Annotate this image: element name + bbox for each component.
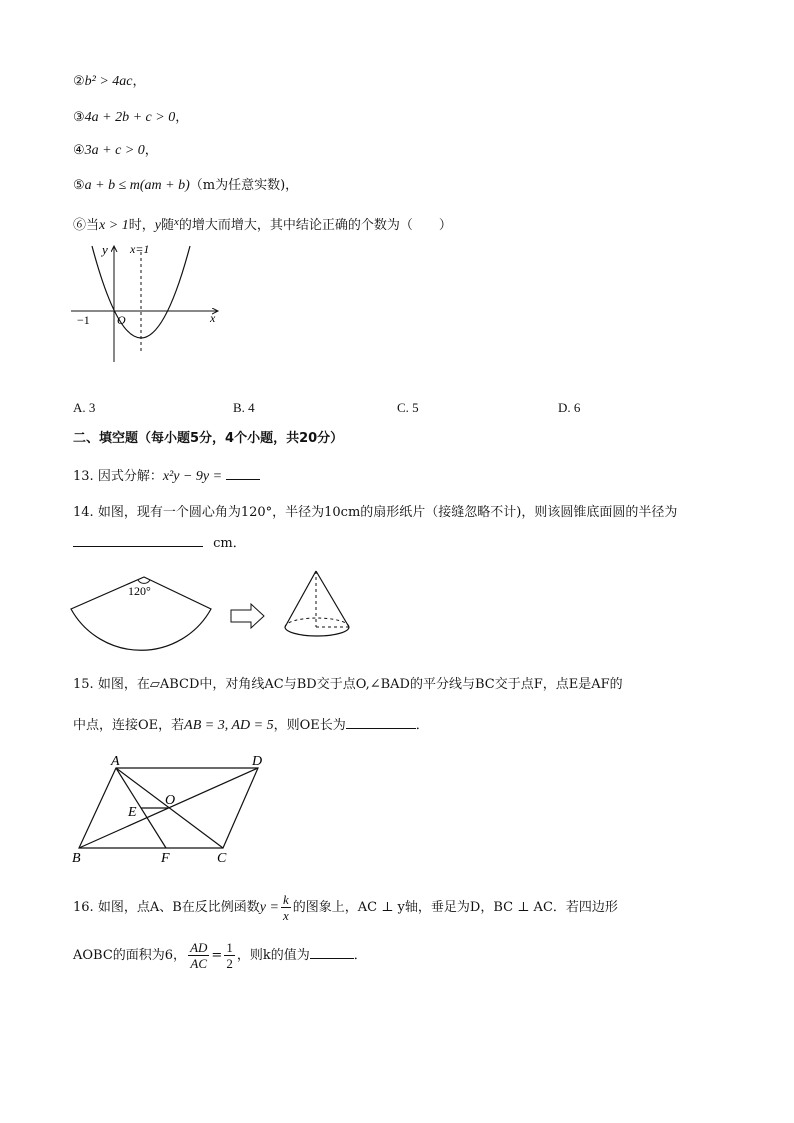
graph-y-label: y (102, 242, 108, 257)
q14-answer-blank[interactable] (73, 534, 203, 547)
label-o: O (165, 793, 176, 808)
q13-math: x²y − 9y = (162, 469, 223, 484)
q13-answer-blank[interactable] (226, 467, 260, 480)
statement-6-pre: 当 (86, 218, 100, 233)
question-16 (73, 892, 618, 923)
q15-given: AB = 3, AD = 5 (184, 718, 274, 733)
statement-6-number: ⑥ (73, 218, 87, 233)
option-b: B. 4 (233, 400, 255, 415)
angle-arc (138, 580, 150, 583)
label-d: D (252, 754, 263, 769)
statement-6-condition: x > 1 (99, 218, 129, 233)
statement-4-number: ④ (73, 143, 85, 158)
q13-number: 13. (73, 469, 94, 484)
question-15 (73, 675, 623, 695)
q16-ac: AC (190, 956, 208, 971)
q16-eq: = (211, 948, 223, 963)
statement-6-mid: 时， (128, 218, 155, 233)
q16-number: 16. (73, 900, 94, 915)
label-a: A (111, 754, 120, 769)
question-14-line2 (73, 534, 246, 554)
label-e: E (128, 805, 137, 820)
q13-text: 因式分解： (97, 469, 163, 484)
q16-line2a: AOBC的面积为6， (73, 948, 187, 963)
label-f: F (161, 851, 170, 866)
graph-origin: O (117, 313, 126, 327)
q16-k-over-x (281, 892, 291, 923)
statement-2-tail: ， (132, 74, 146, 89)
option-a: A. 3 (73, 400, 96, 415)
q16-k: k (282, 892, 289, 907)
q15-line2c: ． (415, 718, 429, 733)
q16-line1a: 如图，点A、B在反比例函数 (97, 900, 260, 915)
question-13 (73, 467, 260, 487)
arrow-icon (231, 604, 264, 628)
q16-line2b: ，则k的值为 (236, 948, 310, 963)
q16-x: x (282, 908, 289, 923)
option-c: C. 5 (397, 400, 419, 415)
section-title: 二、填空题（每小题5分，4个小题，共20分） (73, 431, 344, 446)
question-14 (73, 503, 677, 523)
statement-6-t1: 随 (160, 218, 174, 233)
statement-4-math: 3a + c > 0 (84, 143, 145, 158)
q16-ad: AD (190, 940, 208, 955)
statement-6-y: y (154, 218, 161, 233)
statement-6 (73, 212, 452, 236)
statement-5-number: ⑤ (73, 178, 85, 193)
q15-line1: 如图，在▱ABCD中，对角线AC与BD交于点O,∠BAD的平分线与BC交于点F，点E是AF的 (97, 677, 623, 692)
cone-shape (285, 571, 349, 636)
q15-number: 15. (73, 677, 94, 692)
q15-answer-blank[interactable] (346, 716, 416, 729)
graph-neg-one: −1 (77, 313, 90, 327)
q14-number: 14. (73, 505, 94, 520)
label-c: C (217, 851, 227, 866)
statement-5-note: （m为任意实数)， (189, 178, 299, 193)
statement-5 (73, 176, 298, 196)
angle-label: 120° (128, 584, 151, 598)
graph-axis-label: x=1 (130, 242, 150, 256)
statement-6-x: x (173, 216, 179, 228)
statement-6-t2: 的增大而增大，其中结论正确的个数为（ ） (178, 218, 452, 233)
q16-one-half (224, 940, 235, 971)
statement-3-number: ③ (73, 110, 85, 125)
diagonal-bd (79, 768, 258, 848)
question-15-line2 (73, 716, 429, 736)
label-b: B (72, 851, 81, 866)
statement-3-math: 4a + 2b + c > 0 (84, 110, 176, 125)
q16-line1b: 的图象上，AC ⊥ y轴，垂足为D，BC ⊥ AC．若四边形 (292, 900, 618, 915)
option-d: D. 6 (558, 400, 581, 415)
q15-line2a: 中点，连接OE，若 (73, 718, 185, 733)
statement-4-tail: ， (144, 143, 158, 158)
q16-line2c: ． (353, 948, 367, 963)
statement-3 (73, 108, 188, 128)
statement-2-math: b² > 4ac (84, 74, 133, 89)
q15-line2b: ，则OE长为 (273, 718, 346, 733)
sector-cone-figure (68, 565, 368, 657)
parallelogram-figure (68, 750, 278, 868)
statement-4 (73, 141, 158, 161)
question-16-line2 (73, 940, 367, 971)
q16-one: 1 (226, 940, 233, 955)
q16-two: 2 (226, 956, 233, 971)
q16-y-eq: y = (259, 900, 279, 915)
graph-x-label: x (210, 311, 216, 325)
q16-ad-over-ac (188, 940, 209, 971)
parabola-graph (68, 240, 228, 370)
statement-2 (73, 72, 146, 92)
q16-answer-blank[interactable] (310, 946, 354, 959)
q14-text: 如图，现有一个圆心角为120°，半径为10cm的扇形纸片（接缝忽略不计)，则该圆锥底面圆的半径为 (97, 505, 678, 520)
q14-unit: cm． (213, 536, 246, 551)
statement-2-number: ② (73, 74, 85, 89)
statement-3-tail: ， (175, 110, 189, 125)
statement-5-math: a + b ≤ m(am + b) (84, 178, 190, 193)
